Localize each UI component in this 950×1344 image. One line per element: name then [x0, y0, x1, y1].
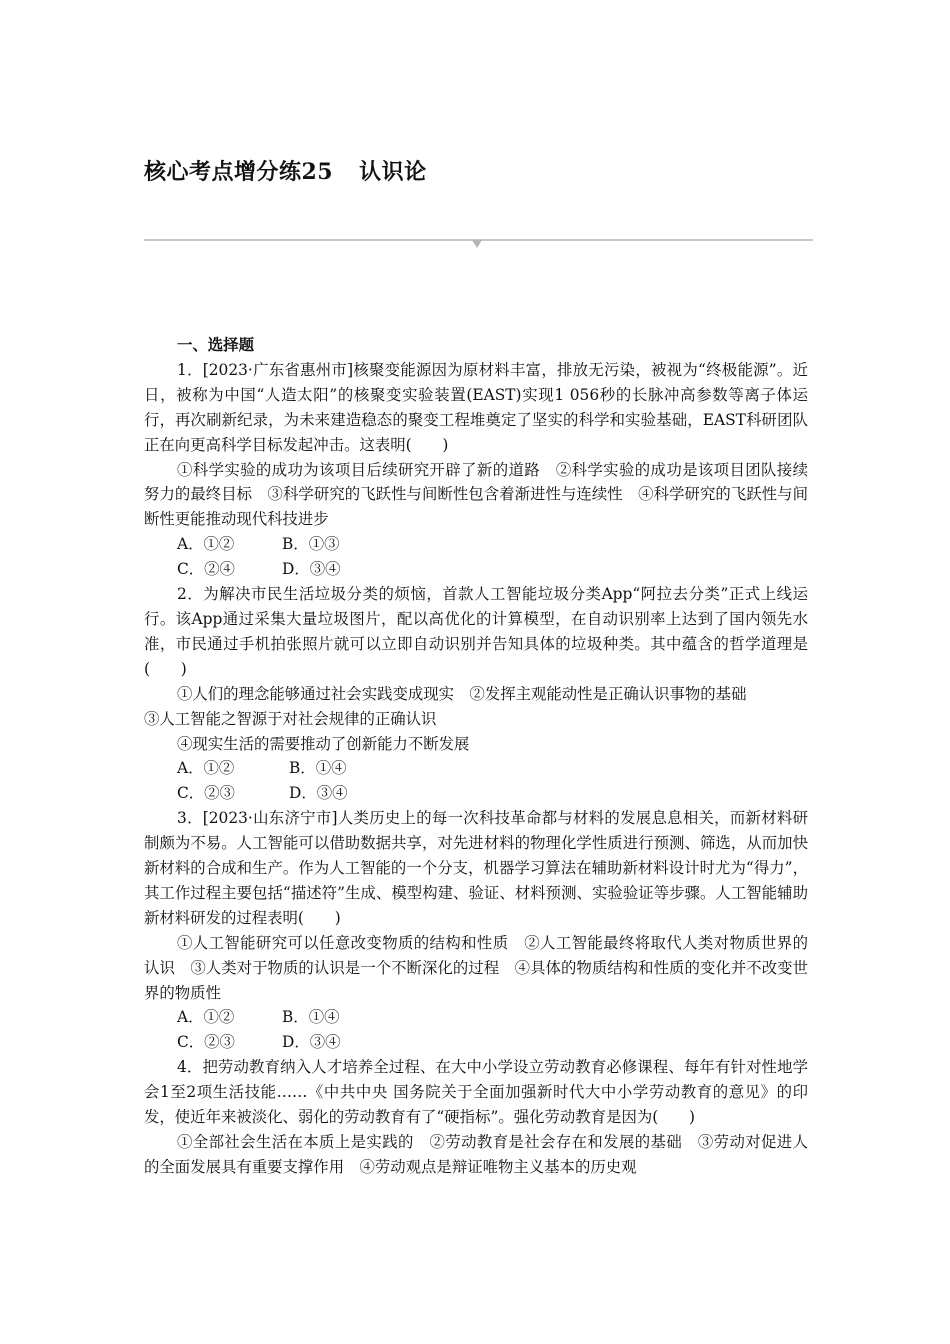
question-1-statements: ①科学实验的成功为该项目后续研究开辟了新的道路 ②科学实验的成功是该项目团队接续努力的最终目标 ③科学研究的飞跃性与间断性包含着渐进性与连续性 ④科学研究的飞跃性与间断性更能推动现代科技进步	[144, 460, 808, 529]
option-c: C．②③	[177, 1033, 235, 1052]
option-c: C．②③	[177, 784, 235, 803]
option-b: B．①③	[282, 535, 340, 554]
option-a: A．①②	[177, 759, 235, 778]
option-d: D．③④	[282, 560, 341, 579]
question-2-options-row-2	[144, 781, 808, 806]
question-2-statement-line-2: ③人工智能之智源于对社会规律的正确认识	[144, 709, 437, 728]
section-heading: 一、选择题	[177, 336, 254, 354]
option-b: B．①④	[289, 759, 347, 778]
question-2-statement-line-1: ①人们的理念能够通过社会实践变成现实 ②发挥主观能动性是正确认识事物的基础	[177, 684, 747, 703]
question-2-statement-line-3: ④现实生活的需要推动了创新能力不断发展	[177, 734, 470, 753]
question-2-options-row-1	[144, 756, 808, 781]
option-d: D．③④	[289, 784, 348, 803]
question-1-options-row-2	[144, 557, 808, 582]
question-1-options-row-1	[144, 532, 808, 557]
question-3-options-row-2	[144, 1030, 808, 1055]
document-body	[144, 333, 808, 1180]
question-3-statements: ①人工智能研究可以任意改变物质的结构和性质 ②人工智能最终将取代人类对物质世界的认识 ③人类对于物质的认识是一个不断深化的过程 ④具体的物质结构和性质的变化并不改变世界的物质性	[144, 933, 808, 1002]
page-title	[144, 155, 427, 186]
question-3-options-row-1	[144, 1005, 808, 1030]
divider-triangle-icon	[472, 240, 482, 248]
option-a: A．①②	[177, 1008, 235, 1027]
title-left: 核心考点增分练25	[144, 159, 334, 185]
title-right: 认识论	[359, 159, 427, 185]
option-d: D．③④	[282, 1033, 341, 1052]
question-4-statements: ①全部社会生活在本质上是实践的 ②劳动教育是社会存在和发展的基础 ③劳动对促进人的全面发展具有重要支撑作用 ④劳动观点是辩证唯物主义基本的历史观	[144, 1133, 808, 1176]
option-c: C．②④	[177, 560, 235, 579]
question-2-stem: 2．为解决市民生活垃圾分类的烦恼，首款人工智能垃圾分类App“阿拉去分类”正式上线运行。该App通过采集大量垃圾图片，配以高优化的计算模型，在自动识别率上达到了国内领先水准，市民通过手机拍张照片就可以立即自动识别并告知具体的垃圾种类。其中蕴含的哲学道理是( )	[144, 585, 808, 678]
question-1-stem: 1．[2023·广东省惠州市]核聚变能源因为原材料丰富，排放无污染，被视为“终极能源”。近日，被称为中国“人造太阳”的核聚变实验装置(EAST)实现1 056秒的长脉冲高参数等离子体运行，再次刷新纪录，为未来建造稳态的聚变工程堆奠定了坚实的科学和实验基础，EAST科研团队正在向更高科学目标发起冲击。这表明( )	[144, 360, 808, 454]
question-4-stem: 4．把劳动教育纳入人才培养全过程、在大中小学设立劳动教育必修课程、每年有针对性地学会1至2项生活技能……《中共中央 国务院关于全面加强新时代大中小学劳动教育的意见》的印发，使近年来被淡化、弱化的劳动教育有了“硬指标”。强化劳动教育是因为( )	[144, 1058, 808, 1127]
question-3-stem: 3．[2023·山东济宁市]人类历史上的每一次科技革命都与材料的发展息息相关，而新材料研制颇为不易。人工智能可以借助数据共享，对先进材料的物理化学性质进行预测、筛选，从而加快新材料的合成和生产。作为人工智能的一个分支，机器学习算法在辅助新材料设计时尤为“得力”，其工作过程主要包括“描述符”生成、模型构建、验证、材料预测、实验验证等步骤。人工智能辅助新材料研发的过程表明( )	[144, 809, 808, 927]
option-a: A．①②	[177, 535, 235, 554]
option-b: B．①④	[282, 1008, 340, 1027]
